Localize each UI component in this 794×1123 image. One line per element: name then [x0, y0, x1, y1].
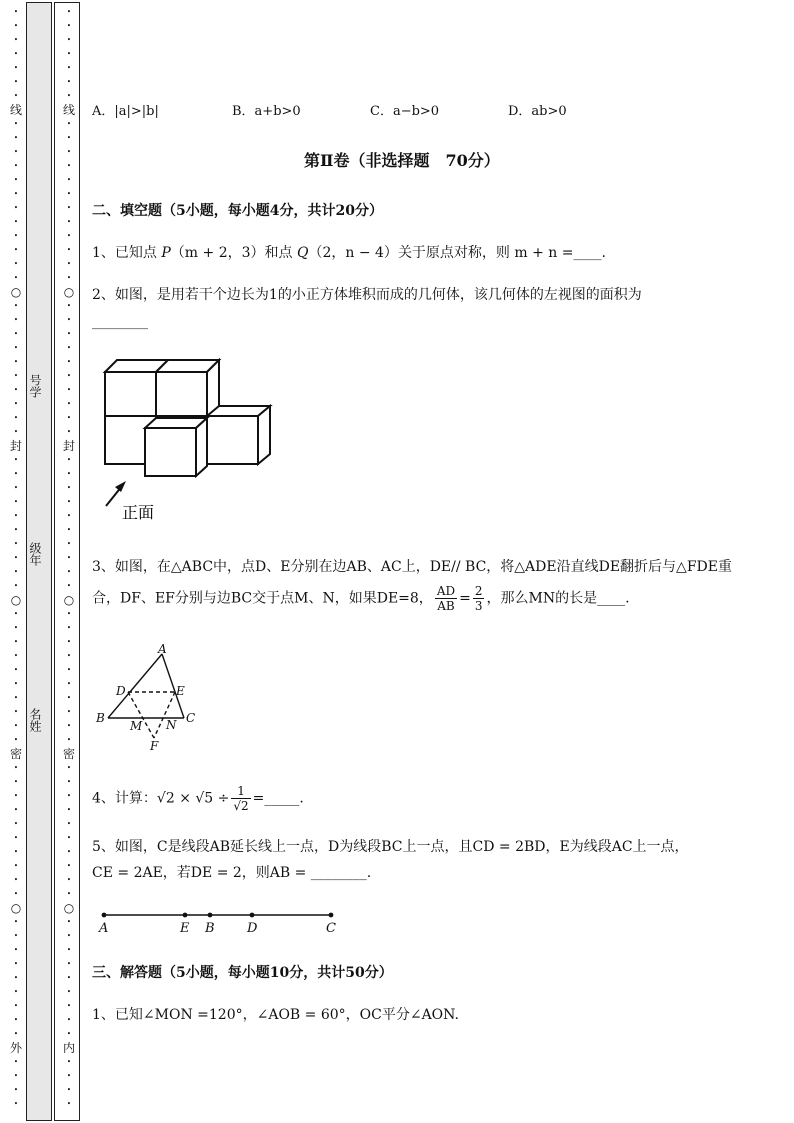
inner-dot: • [66, 120, 72, 128]
outer-dot: • [13, 722, 19, 730]
outer-dot: • [13, 526, 19, 534]
inner-dot: • [66, 512, 72, 520]
inner-dot: • [66, 554, 72, 562]
inner-dot: • [66, 694, 72, 702]
inner-dot: • [66, 1030, 72, 1038]
inner-dot: • [66, 862, 72, 870]
outer-dot: • [13, 36, 19, 44]
inner-dot: • [66, 834, 72, 842]
outer-dot: • [13, 50, 19, 58]
inner-dot: • [66, 50, 72, 58]
inner-dot: • [66, 624, 72, 632]
inner-dot: • [66, 302, 72, 310]
outer-dot: • [13, 232, 19, 240]
inner-dot: • [66, 568, 72, 576]
question-3: 3、如图，在△ABC中，点D、E分别在边AB、AC上，DE// BC，将△ADE沿直线DE翻折后与△FDE重 [92, 559, 732, 575]
option-b: B．a+b>0 [232, 104, 301, 119]
outer-dot: • [13, 918, 19, 926]
outer-dot: • [13, 792, 19, 800]
value-fraction: $\frac{2}{3}$ [474, 584, 483, 613]
inner-dot: • [66, 638, 72, 646]
inner-dot: • [66, 526, 72, 534]
name-label: 名姓 [28, 708, 42, 732]
outer-circle-mark: ○ [10, 285, 22, 299]
question-1: 1、已知点 P（m + 2，3）和点 Q（2，n − 4）关于原点对称，则 m + n =____. [92, 245, 606, 261]
inner-cut-label: 密 [63, 747, 76, 761]
outer-dot: • [13, 764, 19, 772]
outer-dot: • [13, 568, 19, 576]
inner-dot: • [66, 232, 72, 240]
outer-dot: • [13, 1030, 19, 1038]
point-f: F [150, 739, 159, 753]
binding-margin [0, 0, 82, 1123]
inner-dot: • [66, 358, 72, 366]
outer-dot: • [13, 736, 19, 744]
inner-dot: • [66, 316, 72, 324]
outer-dot: • [13, 358, 19, 366]
inner-dot: • [66, 64, 72, 72]
outer-dot: • [13, 848, 19, 856]
outer-dot: • [13, 932, 19, 940]
outer-dot: • [13, 484, 19, 492]
inner-cut-label: 线 [63, 103, 76, 117]
outer-circle-mark: ○ [10, 593, 22, 607]
ratio-fraction: $\frac{AD}{AB}$ [436, 584, 456, 613]
option-c: C．a−b>0 [370, 104, 440, 119]
inner-dot: • [66, 162, 72, 170]
outer-dot: • [13, 806, 19, 814]
inner-dot: • [66, 148, 72, 156]
inner-circle-mark: ○ [63, 285, 75, 299]
outer-dot: • [13, 1086, 19, 1094]
inner-dot: • [66, 344, 72, 352]
outer-dot: • [13, 274, 19, 282]
outer-dot: • [13, 1016, 19, 1024]
point-b: B [96, 711, 105, 725]
student-number-label: 号学 [28, 374, 42, 398]
outer-dot: • [13, 680, 19, 688]
outer-dot: • [13, 960, 19, 968]
outer-dot: • [13, 988, 19, 996]
outer-dot: • [13, 708, 19, 716]
outer-cut-label: 封 [10, 439, 23, 453]
outer-dot: • [13, 862, 19, 870]
outer-dot: • [13, 414, 19, 422]
outer-dot: • [13, 204, 19, 212]
inner-dot: • [66, 330, 72, 338]
section-title: 第Ⅱ卷（非选择题 70分） [304, 151, 500, 170]
outer-cut-label: 外 [10, 1041, 23, 1055]
point-c: C [186, 711, 196, 725]
outer-dot: • [13, 890, 19, 898]
outer-dot: • [13, 512, 19, 520]
inner-dot: • [66, 680, 72, 688]
inner-dot: • [66, 246, 72, 254]
outer-dot: • [13, 456, 19, 464]
inner-dot: • [66, 428, 72, 436]
question-2: 2、如图，是用若干个边长为1的小正方体堆积而成的几何体，该几何体的左视图的面积为 [92, 287, 642, 303]
inner-dot: • [66, 1002, 72, 1010]
inner-dot: • [66, 8, 72, 16]
outer-dot: • [13, 190, 19, 198]
question-4: 4、计算：√2 × √5 ÷ $\frac{1}{√2}$ =_____. [92, 784, 304, 813]
inner-dot: • [66, 134, 72, 142]
outer-dot: • [13, 316, 19, 324]
outer-dot: • [13, 246, 19, 254]
outer-cut-label: 线 [10, 103, 23, 117]
outer-cut-label: 密 [10, 747, 23, 761]
inner-dot: • [66, 484, 72, 492]
inner-dot: • [66, 610, 72, 618]
inner-dot: • [66, 92, 72, 100]
inner-dot: • [66, 78, 72, 86]
segment-figure [96, 904, 346, 938]
outer-dot: • [13, 666, 19, 674]
inner-dot: • [66, 652, 72, 660]
outer-dot: • [13, 162, 19, 170]
point-n: N [166, 718, 177, 732]
seg-point-d: D [247, 921, 258, 936]
inner-dot: • [66, 792, 72, 800]
outer-dot: • [13, 22, 19, 30]
point-m: M [130, 719, 143, 733]
point-e: E [176, 684, 185, 698]
question-2-blank: ________ [92, 314, 148, 330]
inner-dot: • [66, 1100, 72, 1108]
outer-dot: • [13, 778, 19, 786]
inner-dot: • [66, 1058, 72, 1066]
outer-dot: • [13, 372, 19, 380]
outer-dot: • [13, 64, 19, 72]
option-a: A．|a|>|b| [92, 104, 159, 119]
inner-dot: • [66, 764, 72, 772]
inner-dot: • [66, 176, 72, 184]
inner-dot: • [66, 708, 72, 716]
outer-dot: • [13, 1002, 19, 1010]
inner-dot: • [66, 218, 72, 226]
inner-cut-label: 内 [63, 1041, 76, 1055]
front-view-label: 正面 [122, 503, 155, 522]
outer-dot: • [13, 92, 19, 100]
point-a: A [158, 642, 167, 656]
seg-point-b: B [205, 921, 215, 936]
inner-dot: • [66, 260, 72, 268]
outer-dot: • [13, 876, 19, 884]
outer-dot: • [13, 638, 19, 646]
inner-dot: • [66, 890, 72, 898]
inner-dot: • [66, 190, 72, 198]
inner-dot: • [66, 470, 72, 478]
question-3-line2: 合，DF、EF分别与边BC交于点M、N，如果DE=8， $\frac{AD}{AB}$ = $\frac{2}{3}$ ，那么MN的长是____. [92, 584, 630, 613]
outer-dot: • [13, 428, 19, 436]
inner-dot: • [66, 456, 72, 464]
cube-stack-figure [100, 350, 290, 530]
outer-circle-mark: ○ [10, 901, 22, 915]
outer-dot: • [13, 946, 19, 954]
outer-dot: • [13, 134, 19, 142]
inner-dot: • [66, 36, 72, 44]
outer-dot: • [13, 386, 19, 394]
point-d: D [116, 684, 126, 698]
sqrt-fraction: $\frac{1}{√2}$ [233, 784, 249, 813]
inner-dot: • [66, 736, 72, 744]
inner-dot: • [66, 974, 72, 982]
outer-dot: • [13, 820, 19, 828]
inner-dot: • [66, 414, 72, 422]
inner-dot: • [66, 848, 72, 856]
outer-dot: • [13, 176, 19, 184]
outer-dot: • [13, 330, 19, 338]
inner-dot: • [66, 820, 72, 828]
outer-dot: • [13, 400, 19, 408]
outer-dot: • [13, 498, 19, 506]
outer-dot: • [13, 218, 19, 226]
inner-dot: • [66, 778, 72, 786]
outer-dot: • [13, 8, 19, 16]
grade-label: 级年 [28, 542, 42, 566]
inner-cut-label: 封 [63, 439, 76, 453]
option-d: D．ab>0 [508, 104, 567, 119]
inner-dot: • [66, 932, 72, 940]
inner-circle-mark: ○ [63, 901, 75, 915]
fill-in-heading: 二、填空题（5小题，每小题4分，共计20分） [92, 203, 383, 219]
inner-dot: • [66, 1016, 72, 1024]
question-5: 5、如图，C是线段AB延长线上一点，D为线段BC上一点，且CD = 2BD，E为线段AC上一点， [92, 839, 689, 855]
outer-dot: • [13, 260, 19, 268]
outer-dot: • [13, 540, 19, 548]
outer-dot: • [13, 120, 19, 128]
inner-dot: • [66, 988, 72, 996]
outer-dot: • [13, 78, 19, 86]
outer-dot: • [13, 974, 19, 982]
answer-heading: 三、解答题（5小题，每小题10分，共计50分） [92, 965, 393, 981]
inner-dot: • [66, 400, 72, 408]
inner-dot: • [66, 722, 72, 730]
outer-dot: • [13, 624, 19, 632]
inner-dot: • [66, 666, 72, 674]
inner-dot: • [66, 960, 72, 968]
answer-question-1: 1、已知∠MON =120°，∠AOB = 60°，OC平分∠AON. [92, 1007, 459, 1023]
inner-dot: • [66, 22, 72, 30]
inner-dot: • [66, 498, 72, 506]
outer-dot: • [13, 1100, 19, 1108]
inner-dot: • [66, 372, 72, 380]
inner-dot: • [66, 918, 72, 926]
outer-dot: • [13, 148, 19, 156]
inner-dot-column [63, 6, 75, 1118]
inner-dot: • [66, 274, 72, 282]
inner-dot: • [66, 386, 72, 394]
outer-dot: • [13, 344, 19, 352]
inner-dot: • [66, 1072, 72, 1080]
outer-dot: • [13, 1072, 19, 1080]
inner-dot: • [66, 1086, 72, 1094]
inner-dot: • [66, 582, 72, 590]
question-5-line2: CE = 2AE，若DE = 2，则AB = ________. [92, 865, 372, 881]
inner-dot: • [66, 204, 72, 212]
inner-circle-mark: ○ [63, 593, 75, 607]
outer-dot: • [13, 694, 19, 702]
outer-dot: • [13, 582, 19, 590]
outer-dot: • [13, 1058, 19, 1066]
outer-dot: • [13, 302, 19, 310]
seg-point-a: A [99, 921, 109, 936]
inner-dot: • [66, 946, 72, 954]
triangle-figure [92, 640, 212, 760]
inner-dot: • [66, 876, 72, 884]
outer-dot: • [13, 652, 19, 660]
seg-point-c: C [326, 921, 336, 936]
inner-dot: • [66, 540, 72, 548]
outer-dot: • [13, 554, 19, 562]
outer-dot: • [13, 610, 19, 618]
inner-dot: • [66, 806, 72, 814]
seg-point-e: E [180, 921, 190, 936]
outer-dot: • [13, 834, 19, 842]
outer-dot-column [10, 6, 22, 1118]
outer-dot: • [13, 470, 19, 478]
